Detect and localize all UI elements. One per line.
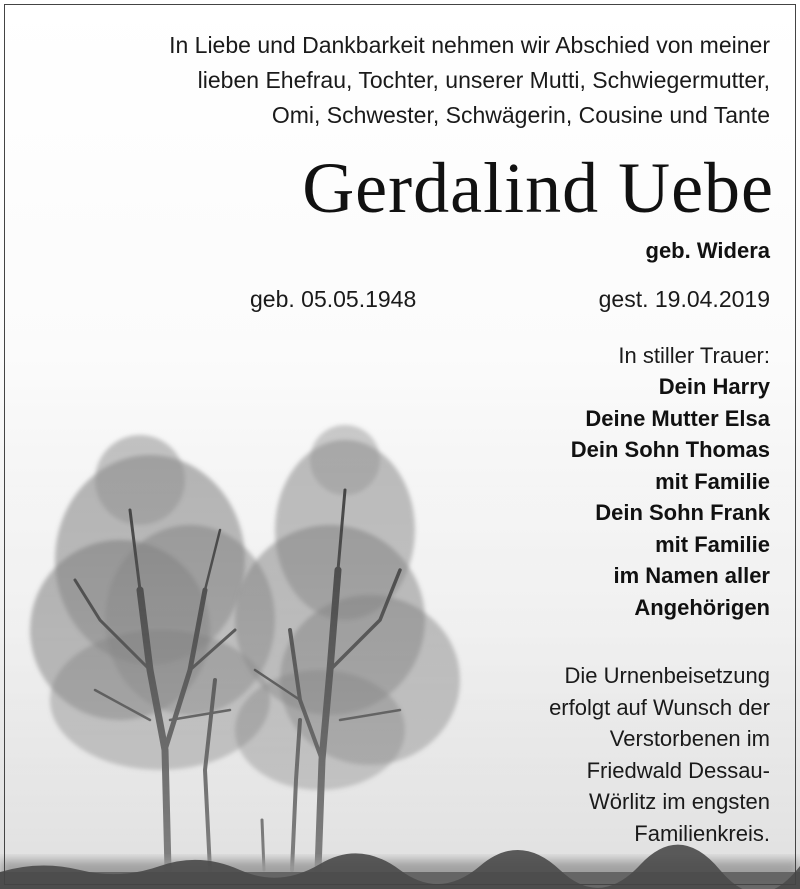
burial-note-line: Familienkreis.: [634, 820, 770, 846]
mourners-list: [370, 340, 770, 623]
mourner-line: Dein Sohn Frank: [595, 500, 770, 525]
burial-note-line: Wörlitz im engsten: [589, 789, 770, 814]
intro-line: lieben Ehefrau, Tochter, unserer Mutti, Schwiegermutter,: [197, 67, 770, 93]
burial-note-line: Friedwald Dessau-: [586, 757, 770, 783]
burial-note: [410, 660, 770, 849]
mourner-line: mit Familie: [655, 531, 770, 557]
intro-line: Omi, Schwester, Schwägerin, Cousine und Tante: [271, 102, 770, 128]
mourning-heading: In stiller Trauer:: [618, 343, 770, 368]
death-date: gest. 19.04.2019: [598, 286, 770, 312]
burial-note-line: Die Urnenbeisetzung: [564, 663, 770, 688]
intro-line: In Liebe und Dankbarkeit nehmen wir Abschied von meiner: [169, 32, 770, 58]
life-dates: [250, 286, 770, 318]
burial-note-line: erfolgt auf Wunsch der: [549, 694, 770, 720]
mourner-line: Dein Sohn Thomas: [570, 437, 770, 462]
mourner-line: mit Familie: [655, 468, 770, 494]
mourner-line: Angehörigen: [634, 594, 770, 620]
mourner-line: im Namen aller: [613, 563, 770, 588]
burial-note-line: Verstorbenen im: [609, 726, 770, 751]
mourner-line: Dein Harry: [658, 374, 770, 399]
maiden-name: geb. Widera: [645, 238, 770, 263]
intro-text: [30, 28, 770, 133]
birth-date: geb. 05.05.1948: [250, 286, 417, 312]
mourner-line: Deine Mutter Elsa: [585, 405, 770, 431]
deceased-name: Gerdalind Uebe: [302, 148, 774, 228]
